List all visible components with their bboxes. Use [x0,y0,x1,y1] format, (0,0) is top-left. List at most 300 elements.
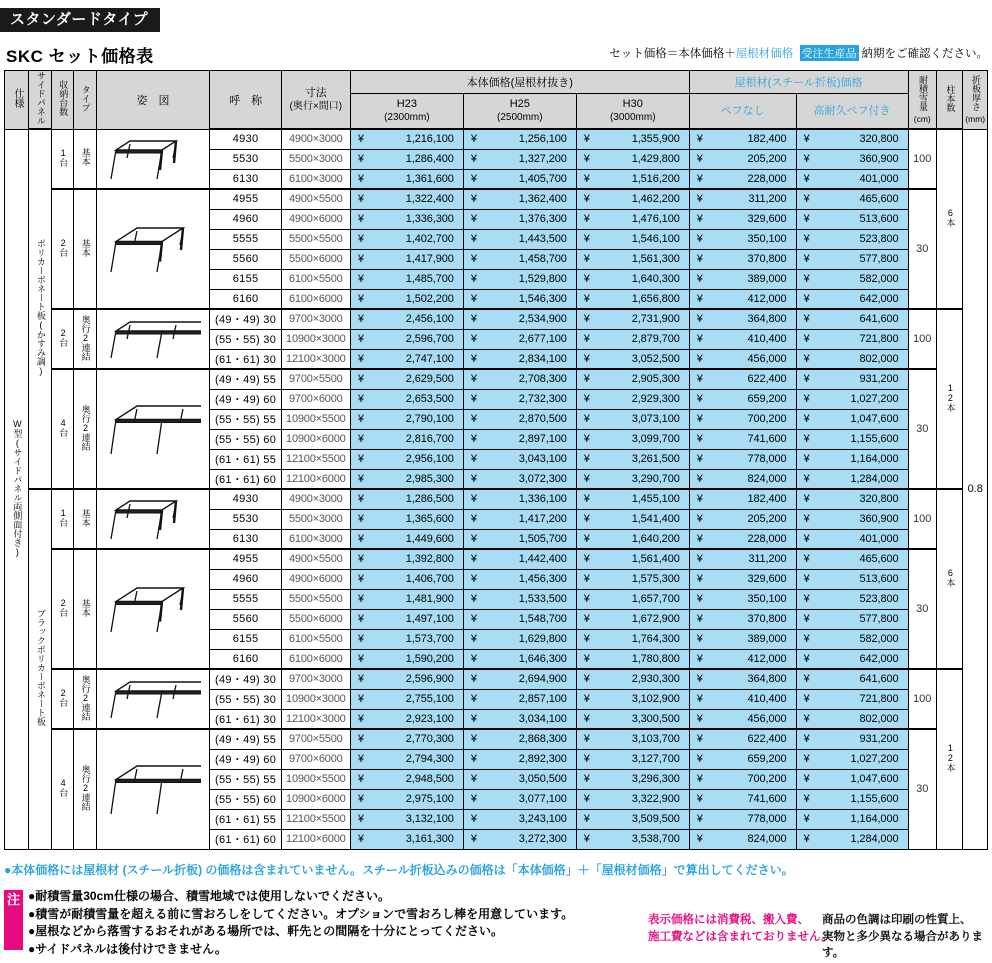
posts-value: 12本 [936,309,962,489]
price-h23: ¥ 1,449,600 [350,529,463,549]
caution-tag: 注 [4,890,23,950]
price-h23: ¥ 2,948,500 [350,769,463,789]
price-h23: ¥ 1,573,700 [350,629,463,649]
price-no-pef: ¥ 364,800 [689,309,796,329]
price-h23: ¥ 3,161,300 [350,829,463,849]
model-name: (61・61) 60 [210,829,281,849]
model-name: (49・49) 60 [210,749,281,769]
model-dimension: 6100×5500 [281,629,350,649]
price-no-pef: ¥ 700,200 [689,409,796,429]
model-dimension: 9700×3000 [281,309,350,329]
thickness-value: 0.8 [963,129,988,849]
price-with-pef: ¥ 1,027,200 [796,749,908,769]
snow-load-value: 100 [908,129,936,189]
tax-disclaimer-line2: 施工費などは含まれておりません。 [648,930,833,943]
price-with-pef: ¥ 1,027,200 [796,389,908,409]
price-h25: ¥ 2,857,100 [463,689,576,709]
price-h25: ¥ 1,256,100 [463,129,576,149]
caution-item: ●屋根などから落雪するおそれがある場所では、軒先との間隔を十分にとってください。 [28,924,504,939]
price-h23: ¥ 2,629,500 [350,369,463,389]
banner-label: スタンダードタイプ [10,11,149,28]
price-with-pef: ¥ 320,800 [796,129,908,149]
header-h23: H23 (2300mm) [350,93,463,129]
price-no-pef: ¥ 182,400 [689,489,796,509]
model-name: 4960 [210,569,281,589]
price-h23: ¥ 1,365,600 [350,509,463,529]
price-h23: ¥ 1,485,700 [350,269,463,289]
model-name: 4955 [210,549,281,569]
price-no-pef: ¥ 412,000 [689,289,796,309]
page-title: SKC セット価格表 [6,47,154,66]
price-h25: ¥ 1,533,500 [463,589,576,609]
price-no-pef: ¥ 410,400 [689,689,796,709]
units-cell: 2台 [51,309,73,369]
snow-load-value: 100 [908,489,936,549]
price-no-pef: ¥ 412,000 [689,649,796,669]
price-h25: ¥ 1,362,400 [463,189,576,209]
price-with-pef: ¥ 802,000 [796,349,908,369]
price-h25: ¥ 2,694,900 [463,669,576,689]
price-h30: ¥ 1,780,800 [576,649,689,669]
price-h23: ¥ 1,286,400 [350,149,463,169]
price-h23: ¥ 2,596,900 [350,669,463,689]
snow-load-value: 30 [908,369,936,489]
price-with-pef: ¥ 641,600 [796,309,908,329]
model-name: 4930 [210,129,281,149]
model-dimension: 4900×6000 [281,569,350,589]
price-with-pef: ¥ 582,000 [796,629,908,649]
model-name: (55・55) 55 [210,769,281,789]
price-no-pef: ¥ 389,000 [689,629,796,649]
price-with-pef: ¥ 1,047,600 [796,409,908,429]
price-h30: ¥ 1,764,300 [576,629,689,649]
price-no-pef: ¥ 741,600 [689,789,796,809]
header-body-price-group: 本体価格(屋根材抜き) [350,71,689,94]
price-with-pef: ¥ 931,200 [796,369,908,389]
price-table [4,70,988,850]
header-side-panel: サイドパネル [29,71,51,130]
model-dimension: 5500×6000 [281,609,350,629]
figure-cell [96,189,210,309]
model-name: (61・61) 60 [210,469,281,489]
price-with-pef: ¥ 360,900 [796,149,908,169]
type-cell: 奥行2連結 [74,369,96,489]
tax-disclaimer-line1: 表示価格には消費税、搬入費、 [648,914,809,926]
model-name: (61・61) 55 [210,809,281,829]
price-with-pef: ¥ 577,800 [796,249,908,269]
units-cell: 2台 [51,189,73,309]
price-h30: ¥ 1,561,400 [576,549,689,569]
caution-item: ●耐積雪量30cm仕様の場合、積雪地域では使用しないでください。 [28,889,390,903]
figure-cell [96,729,210,849]
price-h25: ¥ 2,834,100 [463,349,576,369]
price-no-pef: ¥ 622,400 [689,729,796,749]
model-dimension: 5500×3000 [281,509,350,529]
price-h25: ¥ 3,077,100 [463,789,576,809]
snow-load-value: 30 [908,189,936,309]
delivery-note: 納期をご確認ください。 [861,48,988,60]
top-note [609,45,988,61]
units-cell: 4台 [51,729,73,849]
price-h25: ¥ 1,458,700 [463,249,576,269]
model-dimension: 10900×5500 [281,769,350,789]
price-h30: ¥ 1,541,400 [576,509,689,529]
price-with-pef: ¥ 642,000 [796,649,908,669]
price-no-pef: ¥ 228,000 [689,169,796,189]
price-no-pef: ¥ 778,000 [689,809,796,829]
price-no-pef: ¥ 410,400 [689,329,796,349]
header-type: タイプ [74,71,96,130]
price-h25: ¥ 2,868,300 [463,729,576,749]
price-h30: ¥ 3,322,900 [576,789,689,809]
price-h25: ¥ 3,243,100 [463,809,576,829]
price-no-pef: ¥ 659,200 [689,389,796,409]
model-dimension: 5500×3000 [281,149,350,169]
price-no-pef: ¥ 205,200 [689,149,796,169]
price-no-pef: ¥ 329,600 [689,569,796,589]
model-name: (55・55) 30 [210,329,281,349]
made-to-order-badge: 受注生産品 [800,45,859,61]
model-dimension: 10900×3000 [281,689,350,709]
price-h30: ¥ 3,509,500 [576,809,689,829]
table-row [5,309,988,329]
price-h23: ¥ 2,770,300 [350,729,463,749]
price-with-pef: ¥ 721,800 [796,329,908,349]
price-h25: ¥ 3,072,300 [463,469,576,489]
model-name: (55・55) 55 [210,409,281,429]
model-dimension: 12100×3000 [281,349,350,369]
type-cell: 奥行2連結 [74,729,96,849]
price-h30: ¥ 1,657,700 [576,589,689,609]
price-h23: ¥ 1,481,900 [350,589,463,609]
price-with-pef: ¥ 721,800 [796,689,908,709]
price-h23: ¥ 2,653,500 [350,389,463,409]
table-row [5,669,988,689]
model-name: (61・61) 30 [210,349,281,369]
posts-value: 12本 [936,669,962,849]
price-h30: ¥ 3,073,100 [576,409,689,429]
price-h30: ¥ 3,296,300 [576,769,689,789]
price-h30: ¥ 2,905,300 [576,369,689,389]
price-no-pef: ¥ 389,000 [689,269,796,289]
price-formula-prefix: セット価格＝本体価格＋ [609,48,736,60]
model-name: 6155 [210,629,281,649]
header-spec: 仕様 [5,71,29,130]
price-h25: ¥ 1,548,700 [463,609,576,629]
units-cell: 1台 [51,129,73,189]
price-no-pef: ¥ 228,000 [689,529,796,549]
price-no-pef: ¥ 370,800 [689,609,796,629]
price-with-pef: ¥ 513,600 [796,209,908,229]
price-h25: ¥ 2,534,900 [463,309,576,329]
caution-block [4,888,573,959]
figure-cell [96,309,210,369]
model-dimension: 6100×3000 [281,169,350,189]
units-cell: 2台 [51,669,73,729]
type-cell: 奥行2連結 [74,669,96,729]
price-h30: ¥ 3,052,500 [576,349,689,369]
model-dimension: 9700×6000 [281,749,350,769]
model-dimension: 10900×3000 [281,329,350,349]
header-snow-load: 耐積雪量 (cm) [908,71,936,130]
snow-load-value: 100 [908,309,936,369]
model-name: 5555 [210,229,281,249]
price-h25: ¥ 1,505,700 [463,529,576,549]
price-h30: ¥ 3,300,500 [576,709,689,729]
footer-blue-note: ●本体価格には屋根材 (スチール折板) の価格は含まれていません。スチール折板込みの価格は「本体価格」＋「屋根材価格」で算出してください。 [4,863,794,877]
price-no-pef: ¥ 205,200 [689,509,796,529]
price-h23: ¥ 2,923,100 [350,709,463,729]
header-h30: H30 (3000mm) [576,93,689,129]
price-h23: ¥ 1,216,100 [350,129,463,149]
price-no-pef: ¥ 182,400 [689,129,796,149]
model-dimension: 12100×3000 [281,709,350,729]
price-h25: ¥ 1,443,500 [463,229,576,249]
price-h30: ¥ 1,462,200 [576,189,689,209]
model-name: 6155 [210,269,281,289]
price-with-pef: ¥ 1,155,600 [796,789,908,809]
price-h25: ¥ 1,629,800 [463,629,576,649]
price-h23: ¥ 1,402,700 [350,229,463,249]
price-h23: ¥ 2,596,700 [350,329,463,349]
price-no-pef: ¥ 364,800 [689,669,796,689]
price-h25: ¥ 1,405,700 [463,169,576,189]
price-h30: ¥ 3,099,700 [576,429,689,449]
model-dimension: 6100×5500 [281,269,350,289]
price-h25: ¥ 1,327,200 [463,149,576,169]
price-no-pef: ¥ 350,100 [689,229,796,249]
price-h23: ¥ 2,794,300 [350,749,463,769]
model-name: 6160 [210,649,281,669]
price-with-pef: ¥ 401,000 [796,529,908,549]
model-name: (61・61) 30 [210,709,281,729]
price-no-pef: ¥ 350,100 [689,589,796,609]
model-name: (55・55) 30 [210,689,281,709]
price-with-pef: ¥ 465,600 [796,189,908,209]
price-with-pef: ¥ 1,164,000 [796,809,908,829]
model-dimension: 9700×5500 [281,369,350,389]
header-thickness: 折板厚さ (mm) [963,71,988,130]
model-name: 4960 [210,209,281,229]
price-with-pef: ¥ 523,800 [796,589,908,609]
price-no-pef: ¥ 824,000 [689,469,796,489]
figure-cell [96,489,210,549]
model-dimension: 10900×6000 [281,789,350,809]
price-h23: ¥ 1,336,300 [350,209,463,229]
price-with-pef: ¥ 320,800 [796,489,908,509]
model-dimension: 4900×6000 [281,209,350,229]
type-banner [0,8,160,32]
table-row [5,489,988,509]
price-h25: ¥ 2,708,300 [463,369,576,389]
price-with-pef: ¥ 1,284,000 [796,469,908,489]
header-dimension: 寸法 (奥行×間口) [281,71,350,130]
price-h30: ¥ 1,656,800 [576,289,689,309]
price-no-pef: ¥ 329,600 [689,209,796,229]
price-h23: ¥ 2,747,100 [350,349,463,369]
model-dimension: 9700×3000 [281,669,350,689]
model-dimension: 6100×6000 [281,649,350,669]
type-cell: 基本 [74,189,96,309]
model-name: (49・49) 30 [210,309,281,329]
model-name: (55・55) 60 [210,789,281,809]
model-name: (49・49) 30 [210,669,281,689]
price-h30: ¥ 1,429,800 [576,149,689,169]
model-dimension: 10900×5500 [281,409,350,429]
price-h30: ¥ 2,731,900 [576,309,689,329]
header-posts: 柱本数 [936,71,962,130]
units-cell: 1台 [51,489,73,549]
units-cell: 2台 [51,549,73,669]
price-h30: ¥ 3,538,700 [576,829,689,849]
price-h25: ¥ 2,892,300 [463,749,576,769]
price-h30: ¥ 3,102,900 [576,689,689,709]
model-dimension: 12100×6000 [281,829,350,849]
price-h23: ¥ 1,590,200 [350,649,463,669]
price-h30: ¥ 3,103,700 [576,729,689,749]
price-with-pef: ¥ 577,800 [796,609,908,629]
price-h23: ¥ 1,322,400 [350,189,463,209]
price-no-pef: ¥ 311,200 [689,549,796,569]
price-h30: ¥ 1,476,100 [576,209,689,229]
price-h30: ¥ 1,455,100 [576,489,689,509]
price-h25: ¥ 3,043,100 [463,449,576,469]
price-no-pef: ¥ 456,000 [689,349,796,369]
posts-value: 6本 [936,489,962,669]
price-no-pef: ¥ 700,200 [689,769,796,789]
price-h30: ¥ 1,355,900 [576,129,689,149]
model-name: 6130 [210,529,281,549]
price-h30: ¥ 1,672,900 [576,609,689,629]
price-with-pef: ¥ 465,600 [796,549,908,569]
price-with-pef: ¥ 1,284,000 [796,829,908,849]
table-row [5,729,988,749]
price-no-pef: ¥ 456,000 [689,709,796,729]
spec-label-cell: W型(サイドパネル両側面付き) [5,129,29,849]
posts-value: 6本 [936,129,962,309]
price-h25: ¥ 2,732,300 [463,389,576,409]
model-name: 4955 [210,189,281,209]
figure-cell [96,549,210,669]
price-h30: ¥ 1,561,300 [576,249,689,269]
price-with-pef: ¥ 1,155,600 [796,429,908,449]
model-dimension: 4900×5500 [281,189,350,209]
color-disclaimer-line1: 商品の色調は印刷の性質上、 [822,914,972,926]
figure-cell [96,669,210,729]
price-h30: ¥ 1,640,300 [576,269,689,289]
side-panel-cell: ブラックポリカーボネート板 [29,489,51,849]
tax-disclaimer [648,912,833,945]
model-dimension: 9700×5500 [281,729,350,749]
snow-load-value: 30 [908,729,936,849]
price-h30: ¥ 1,640,200 [576,529,689,549]
model-name: 6130 [210,169,281,189]
price-no-pef: ¥ 311,200 [689,189,796,209]
caution-list [28,888,573,959]
price-h25: ¥ 1,376,300 [463,209,576,229]
model-name: 6160 [210,289,281,309]
header-h25: H25 (2500mm) [463,93,576,129]
price-h23: ¥ 1,286,500 [350,489,463,509]
figure-cell [96,129,210,189]
figure-cell [96,369,210,489]
model-name: 4930 [210,489,281,509]
price-formula-blue: 屋根材価格 [735,48,794,60]
model-dimension: 5500×5500 [281,589,350,609]
price-with-pef: ¥ 401,000 [796,169,908,189]
price-h25: ¥ 2,870,500 [463,409,576,429]
price-h25: ¥ 1,442,400 [463,549,576,569]
table-row [5,369,988,389]
caution-item: ●積雪が耐積雪量を超える前に雪おろしをしてください。オプションで雪おろし棒を用意しています。 [28,906,574,921]
model-dimension: 12100×5500 [281,449,350,469]
model-dimension: 6100×3000 [281,529,350,549]
model-dimension: 12100×6000 [281,469,350,489]
price-with-pef: ¥ 641,600 [796,669,908,689]
caution-item: ●サイドパネルは後付けできません。 [28,941,227,956]
model-dimension: 4900×3000 [281,129,350,149]
model-name: (49・49) 55 [210,729,281,749]
color-disclaimer-line2: 実物と多少異なる場合があります。 [822,930,983,960]
price-no-pef: ¥ 370,800 [689,249,796,269]
price-h23: ¥ 2,755,100 [350,689,463,709]
price-h30: ¥ 2,879,700 [576,329,689,349]
header-name: 呼 称 [210,71,281,130]
price-h25: ¥ 1,417,200 [463,509,576,529]
model-dimension: 9700×6000 [281,389,350,409]
model-name: 5530 [210,149,281,169]
color-disclaimer [822,912,992,962]
price-with-pef: ¥ 523,800 [796,229,908,249]
price-h25: ¥ 2,897,100 [463,429,576,449]
price-h25: ¥ 2,677,100 [463,329,576,349]
price-h30: ¥ 1,575,300 [576,569,689,589]
price-no-pef: ¥ 824,000 [689,829,796,849]
price-h25: ¥ 1,456,300 [463,569,576,589]
price-h25: ¥ 1,529,800 [463,269,576,289]
model-name: (49・49) 60 [210,389,281,409]
price-h23: ¥ 1,361,600 [350,169,463,189]
price-with-pef: ¥ 1,047,600 [796,769,908,789]
price-h30: ¥ 1,546,100 [576,229,689,249]
price-no-pef: ¥ 778,000 [689,449,796,469]
price-with-pef: ¥ 802,000 [796,709,908,729]
model-dimension: 12100×5500 [281,809,350,829]
price-h30: ¥ 2,929,300 [576,389,689,409]
units-cell: 4台 [51,369,73,489]
price-h25: ¥ 1,336,100 [463,489,576,509]
header-with-pef: 高耐久ペフ付き [796,93,908,129]
price-h23: ¥ 1,417,900 [350,249,463,269]
model-name: 5555 [210,589,281,609]
model-name: 5560 [210,609,281,629]
price-h25: ¥ 1,646,300 [463,649,576,669]
price-h23: ¥ 3,132,100 [350,809,463,829]
header-roof-price-group: 屋根材(スチール折板)価格 [689,71,908,94]
price-no-pef: ¥ 622,400 [689,369,796,389]
model-dimension: 4900×5500 [281,549,350,569]
header-units: 収納台数 [51,71,73,130]
model-dimension: 5500×5500 [281,229,350,249]
price-no-pef: ¥ 741,600 [689,429,796,449]
model-dimension: 6100×6000 [281,289,350,309]
price-table-body [5,129,988,849]
price-h23: ¥ 2,975,100 [350,789,463,809]
type-cell: 基本 [74,549,96,669]
price-h23: ¥ 1,497,100 [350,609,463,629]
price-h25: ¥ 3,050,500 [463,769,576,789]
type-cell: 奥行2連結 [74,309,96,369]
